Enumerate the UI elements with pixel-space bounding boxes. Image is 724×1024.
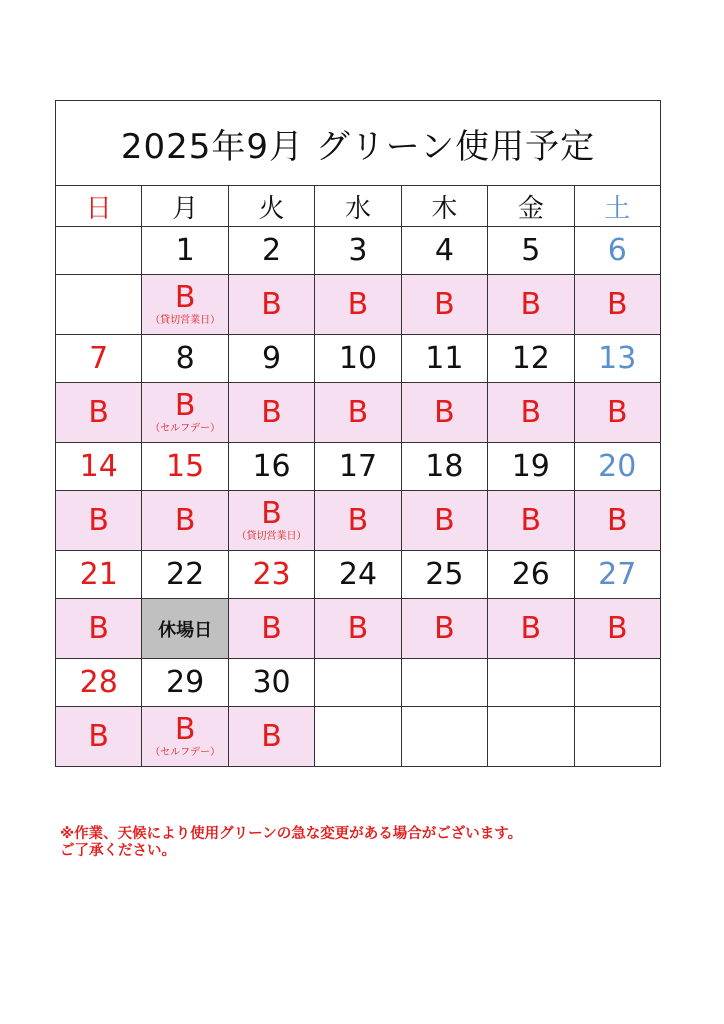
green-b-cell	[142, 275, 228, 335]
schedule-row	[56, 707, 661, 767]
green-b-cell	[488, 383, 574, 443]
green-label: B	[261, 394, 282, 430]
notice-line-1: ※作業、天候により使用グリーンの急な変更がある場合がございます。	[60, 826, 523, 842]
empty-cell	[315, 707, 401, 767]
empty-cell	[56, 275, 142, 335]
green-label: B	[434, 394, 455, 430]
green-b-cell	[401, 383, 487, 443]
date-cell: 27	[574, 551, 660, 599]
date-cell: 29	[142, 659, 228, 707]
green-label: B	[88, 502, 109, 538]
date-cell: 2	[228, 227, 314, 275]
green-b-cell	[56, 707, 142, 767]
green-label: B	[606, 394, 628, 430]
date-row	[56, 227, 661, 275]
notice	[60, 826, 680, 860]
green-b-cell	[56, 383, 142, 443]
schedule-row	[56, 599, 661, 659]
date-cell: 5	[488, 227, 574, 275]
green-b-cell	[315, 275, 401, 335]
green-b-cell	[401, 491, 487, 551]
weekday-header: 月	[142, 186, 228, 227]
green-b-cell	[315, 491, 401, 551]
date-row	[56, 551, 661, 599]
green-label: B	[434, 502, 455, 538]
date-cell: 17	[315, 443, 401, 491]
date-cell: 14	[56, 443, 142, 491]
green-label: B	[261, 610, 282, 646]
green-b-cell	[401, 275, 487, 335]
date-cell: 23	[228, 551, 314, 599]
weekday-header: 水	[315, 186, 401, 227]
empty-cell	[574, 707, 660, 767]
green-b-cell	[574, 599, 660, 659]
green-label: B	[88, 718, 109, 754]
page-title: 2025年9月 グリーン使用予定	[56, 101, 661, 186]
green-b-cell	[488, 491, 574, 551]
date-cell: 10	[315, 335, 401, 383]
schedule-row	[56, 491, 661, 551]
green-b-cell	[488, 275, 574, 335]
date-cell: 25	[401, 551, 487, 599]
green-label: B	[88, 394, 109, 430]
weekday-header-row	[56, 186, 661, 227]
date-cell	[56, 227, 142, 275]
date-cell: 7	[56, 335, 142, 383]
date-cell: 12	[488, 335, 574, 383]
calendar-table	[55, 100, 661, 767]
green-label: B	[174, 279, 196, 315]
date-cell: 6	[574, 227, 660, 275]
green-b-cell	[142, 707, 228, 767]
green-label: B	[434, 610, 455, 646]
date-cell: 4	[401, 227, 487, 275]
weekday-header: 日	[56, 186, 142, 227]
empty-cell	[488, 707, 574, 767]
calendar-sheet	[55, 100, 661, 767]
green-b-cell	[56, 599, 142, 659]
date-cell	[315, 659, 401, 707]
date-cell	[574, 659, 660, 707]
green-label: B	[520, 502, 542, 538]
date-cell: 11	[401, 335, 487, 383]
green-label: B	[347, 394, 369, 430]
green-label: B	[606, 610, 628, 646]
green-b-cell	[488, 599, 574, 659]
green-b-cell	[315, 383, 401, 443]
green-label: B	[174, 387, 196, 423]
date-cell: 19	[488, 443, 574, 491]
closed-day-cell: 休場日	[142, 599, 228, 659]
date-cell: 13	[574, 335, 660, 383]
green-b-cell	[228, 383, 314, 443]
date-cell: 26	[488, 551, 574, 599]
date-cell: 15	[142, 443, 228, 491]
green-label: B	[88, 610, 109, 646]
green-label: B	[434, 286, 455, 322]
notice-line-2: ご了承ください。	[60, 843, 176, 859]
green-b-cell	[315, 599, 401, 659]
green-label: B	[606, 286, 628, 322]
day-note: （貸切営業日）	[150, 314, 221, 326]
green-b-cell	[574, 491, 660, 551]
date-cell: 18	[401, 443, 487, 491]
weekday-header: 火	[228, 186, 314, 227]
green-label: B	[261, 495, 282, 531]
date-cell: 30	[228, 659, 314, 707]
green-b-cell	[574, 383, 660, 443]
date-row	[56, 335, 661, 383]
green-b-cell	[142, 383, 228, 443]
weekday-header: 金	[488, 186, 574, 227]
schedule-row	[56, 383, 661, 443]
green-b-cell	[401, 599, 487, 659]
date-cell: 20	[574, 443, 660, 491]
green-b-cell	[56, 491, 142, 551]
day-note: （貸切営業日）	[236, 530, 307, 542]
green-b-cell	[142, 491, 228, 551]
date-cell: 22	[142, 551, 228, 599]
green-label: B	[606, 502, 628, 538]
empty-cell	[401, 707, 487, 767]
green-label: B	[520, 610, 542, 646]
date-cell: 21	[56, 551, 142, 599]
green-b-cell	[228, 599, 314, 659]
green-label: B	[347, 502, 369, 538]
date-cell: 1	[142, 227, 228, 275]
green-b-cell	[228, 275, 314, 335]
green-label: B	[261, 718, 282, 754]
date-cell: 3	[315, 227, 401, 275]
green-b-cell	[574, 275, 660, 335]
green-label: B	[174, 711, 196, 747]
date-cell	[401, 659, 487, 707]
schedule-row	[56, 275, 661, 335]
date-cell: 24	[315, 551, 401, 599]
day-note: （セルフデー）	[150, 746, 221, 758]
date-cell: 28	[56, 659, 142, 707]
green-b-cell	[228, 491, 314, 551]
green-b-cell	[228, 707, 314, 767]
green-label: B	[520, 286, 542, 322]
date-cell: 9	[228, 335, 314, 383]
green-label: B	[261, 286, 282, 322]
date-cell	[488, 659, 574, 707]
weekday-header: 木	[401, 186, 487, 227]
date-cell: 16	[228, 443, 314, 491]
day-note: （セルフデー）	[150, 422, 221, 434]
green-label: B	[520, 394, 542, 430]
green-label: B	[347, 610, 369, 646]
weekday-header: 土	[574, 186, 660, 227]
date-row	[56, 443, 661, 491]
green-label: B	[174, 502, 196, 538]
date-cell: 8	[142, 335, 228, 383]
date-row	[56, 659, 661, 707]
green-label: B	[347, 286, 369, 322]
